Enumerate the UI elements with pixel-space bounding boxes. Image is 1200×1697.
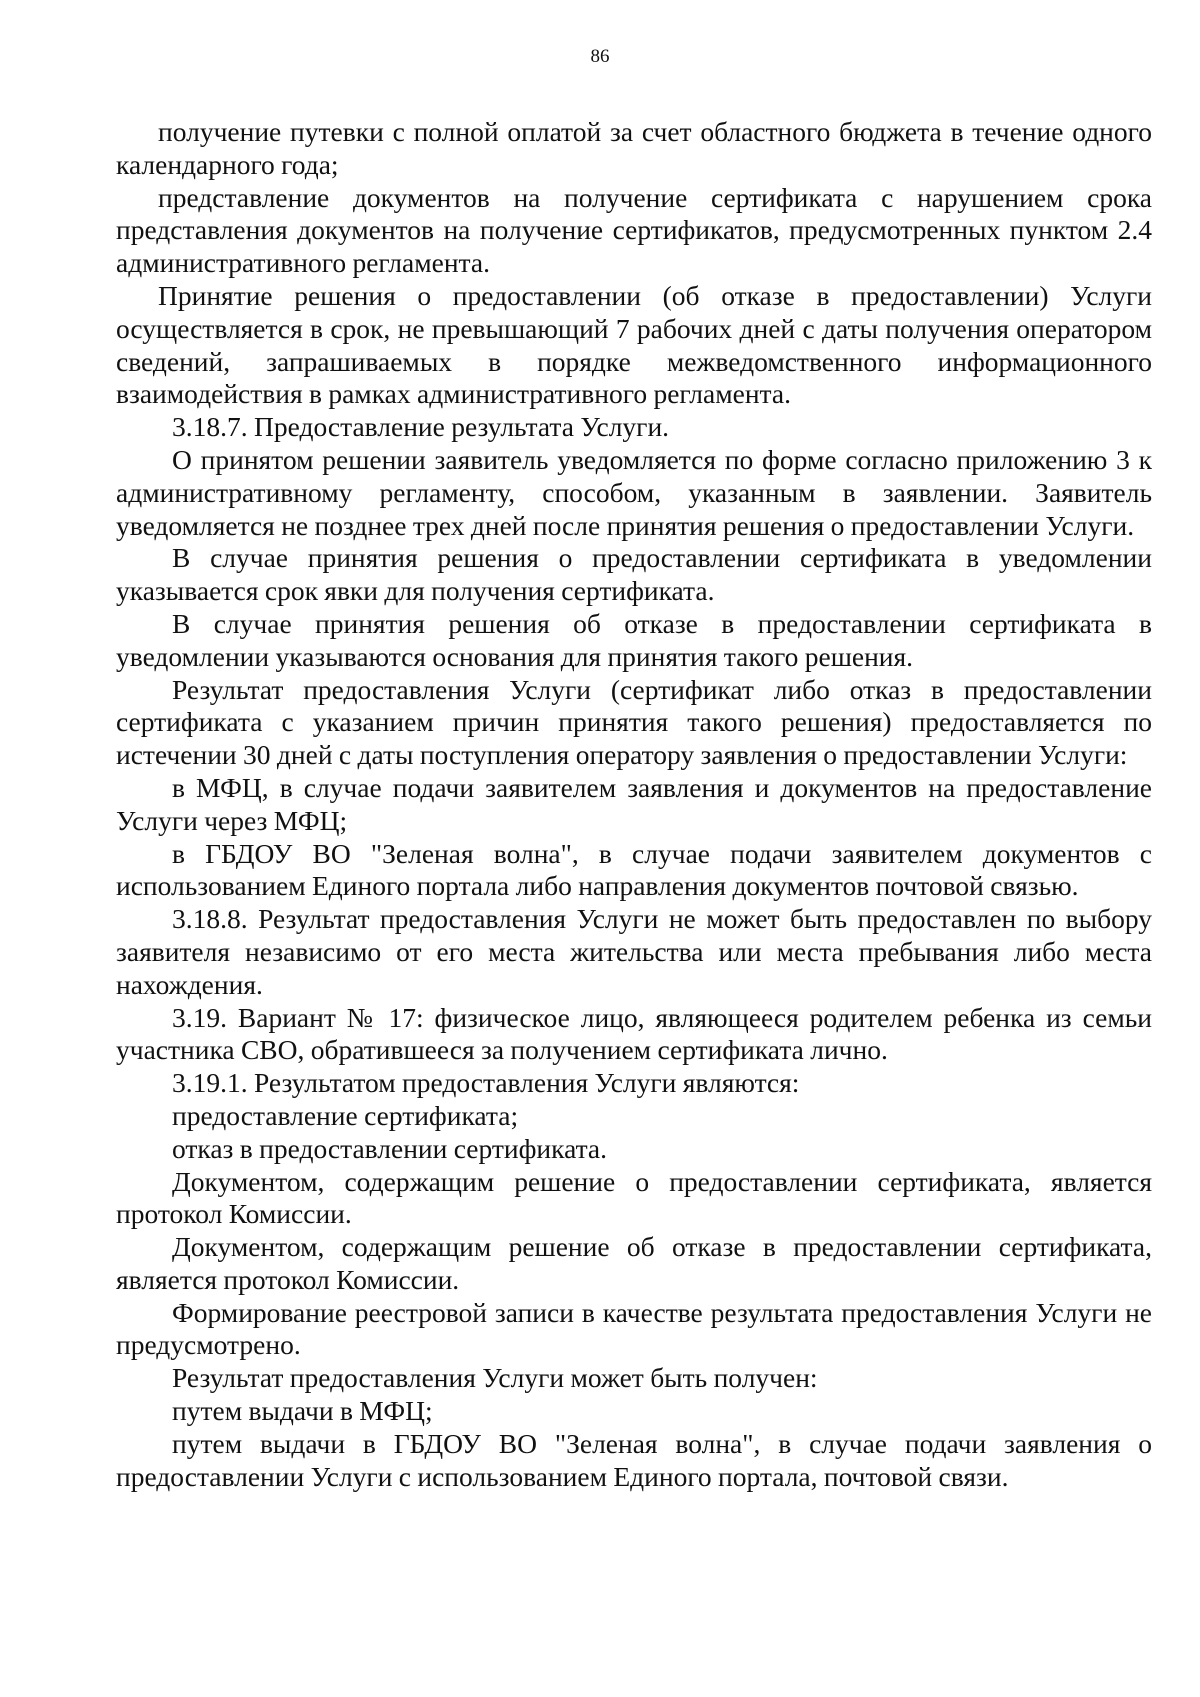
paragraph: Документом, содержащим решение о предоставлении сертификата, является протокол Комиссии.: [116, 1165, 1152, 1230]
list-item: в МФЦ, в случае подачи заявителем заявления и документов на предоставление Услуги через МФЦ;: [116, 771, 1152, 836]
paragraph: Результат предоставления Услуги может быть получен:: [172, 1362, 818, 1394]
paragraph: О принятом решении заявитель уведомляется по форме согласно приложению 3 к административному регламенту, способом, указанным в заявлении. Заявитель уведомляется не позднее трех дней после принятия решения о предоставлении Услуги.: [116, 443, 1152, 541]
section-heading: 3.19. Вариант № 17: физическое лицо, являющееся родителем ребенка из семьи участника СВО, обратившееся за получением сертификата лично.: [116, 1001, 1152, 1066]
list-item: путем выдачи в ГБДОУ ВО "Зеленая волна", в случае подачи заявления о предоставлении Услуги с использованием Единого портала, почтовой связи.: [116, 1427, 1152, 1492]
paragraph: Формирование реестровой записи в качестве результата предоставления Услуги не предусмотрено.: [116, 1296, 1152, 1361]
page-number: 86: [590, 46, 610, 67]
paragraph: Результат предоставления Услуги (сертификат либо отказ в предоставлении сертификата с указанием причин принятия такого решения) предоставляется по истечении 30 дней с даты поступления оператору заявления о предоставлении Услуги:: [116, 673, 1152, 771]
paragraph: Документом, содержащим решение об отказе в предоставлении сертификата, является протокол Комиссии.: [116, 1231, 1152, 1295]
section-heading: 3.19.1. Результатом предоставления Услуги являются:: [172, 1067, 800, 1099]
document-body: [116, 116, 1152, 1493]
list-item: предоставление сертификата;: [172, 1099, 519, 1131]
list-item: путем выдачи в МФЦ;: [172, 1395, 433, 1427]
section-heading: 3.18.8. Результат предоставления Услуги не может быть предоставлен по выбору заявителя независимо от его места жительства или места пребывания либо места нахождения.: [116, 903, 1152, 1000]
list-item: отказ в предоставлении сертификата.: [172, 1132, 608, 1164]
section-heading: 3.18.7. Предоставление результата Услуги.: [172, 411, 670, 443]
list-item: в ГБДОУ ВО "Зеленая волна", в случае подачи заявителем документов с использованием Единого портала либо направления документов почтовой связью.: [116, 837, 1152, 902]
paragraph: Принятие решения о предоставлении (об отказе в предоставлении) Услуги осуществляется в срок, не превышающий 7 рабочих дней с даты получения оператором сведений, запрашиваемых в порядке межведомственного информационного взаимодействия в рамках административного регламента.: [116, 279, 1152, 410]
paragraph: В случае принятия решения о предоставлении сертификата в уведомлении указывается срок явки для получения сертификата.: [116, 542, 1152, 607]
paragraph: В случае принятия решения об отказе в предоставлении сертификата в уведомлении указываются основания для принятия такого решения.: [116, 607, 1152, 672]
paragraph: представление документов на получение сертификата с нарушением срока представления документов на получение сертификатов, предусмотренных пунктом 2.4 административного регламента.: [116, 181, 1152, 279]
paragraph: получение путевки с полной оплатой за счет областного бюджета в течение одного календарного года;: [116, 116, 1152, 180]
